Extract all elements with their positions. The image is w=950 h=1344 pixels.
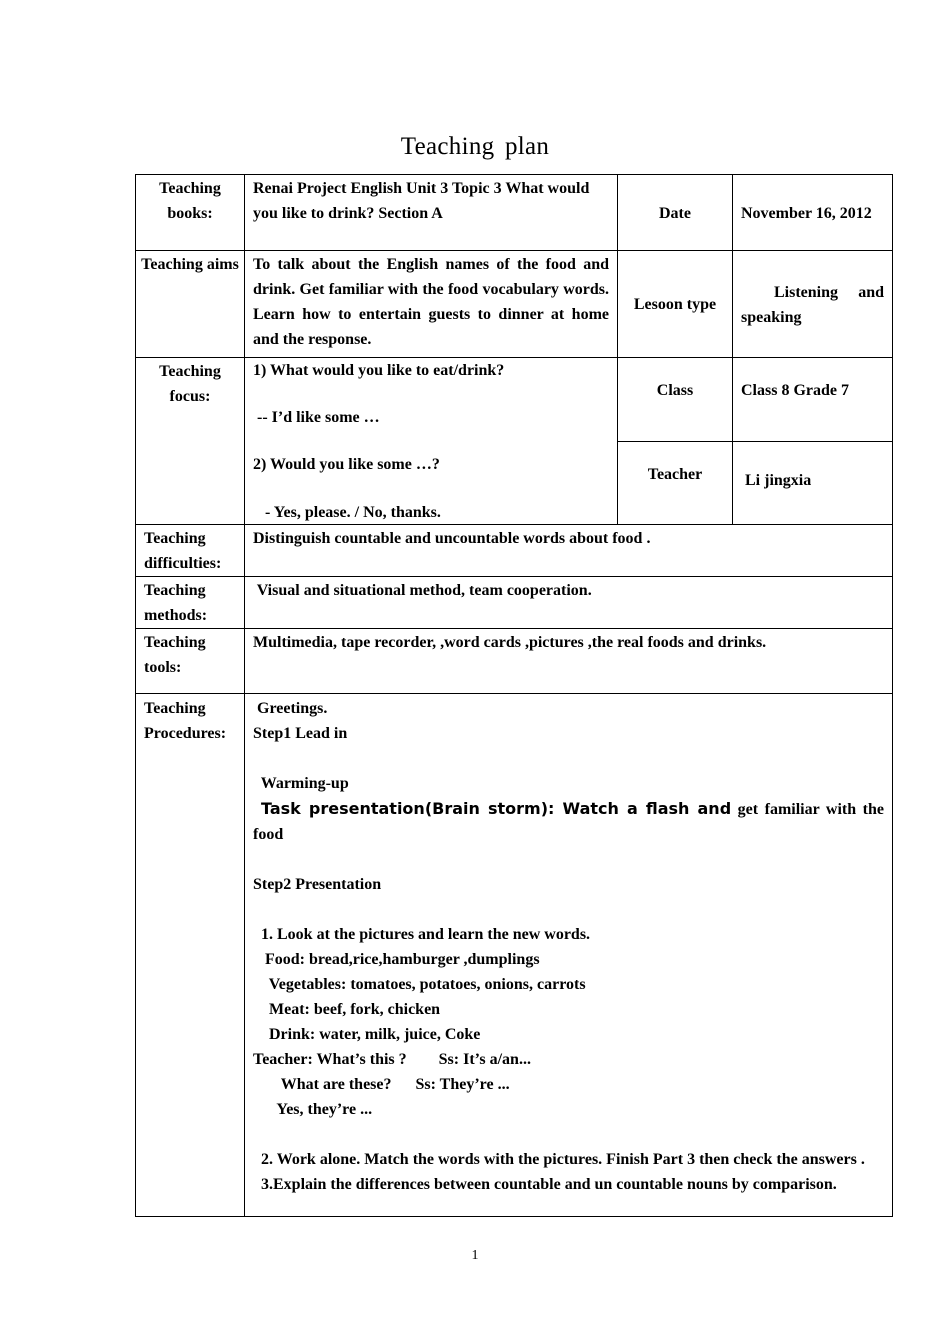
presentation-line: What are these? Ss: They’re ... (253, 1076, 510, 1094)
page-number: 1 (471, 1248, 479, 1263)
presentation-line: Meat: beef, fork, chicken (253, 1001, 441, 1019)
presentation-line: Food: bread,rice,hamburger ,dumplings (253, 951, 540, 969)
presentation-line: Vegetables: tomatoes, potatoes, onions, carrots (253, 976, 586, 994)
teaching-plan-table (135, 174, 893, 1217)
focus-line: -- I’d like some … (253, 409, 380, 427)
focus-line (253, 430, 609, 454)
presentation-line: Drink: water, milk, juice, Coke (253, 1026, 481, 1044)
lesson-type-label: Lesoon type (618, 251, 733, 358)
task-presentation-rest: get familiar with the food (253, 801, 884, 844)
focus-label: Teaching focus: (136, 358, 245, 525)
focus-line: - Yes, please. / No, thanks. (253, 503, 441, 521)
tools-label: Teaching tools: (136, 629, 245, 694)
row-methods (136, 577, 893, 629)
row-aims (136, 251, 893, 358)
teacher-label: Teacher (618, 442, 733, 525)
procedure-item-2: 2. Work alone. Match the words with the pictures. Finish Part 3 then check the answers . (261, 1151, 865, 1169)
aims-label: Teaching aims (136, 251, 245, 358)
books-label: Teaching books: (136, 175, 245, 251)
procedures-label: Teaching Procedures: (136, 694, 245, 1217)
blank-line (253, 897, 884, 922)
aims-value: To talk about the English names of the food and drink. Get familiar with the food vocabulary words. Learn how to entertain guests to dinner at home and the response. (245, 251, 618, 358)
blank-line (253, 1122, 884, 1147)
presentation-line: 1. Look at the pictures and learn the new words. (253, 926, 591, 944)
row-focus-class (136, 358, 893, 442)
presentation-line: Yes, they’re ... (253, 1101, 373, 1119)
task-presentation-sans: Task presentation(Brain storm): Watch a flash and (261, 799, 732, 819)
presentation-line: Teacher: What’s this ? Ss: It’s a/an... (253, 1051, 531, 1069)
focus-line: 1) What would you like to eat/drink? (253, 362, 505, 379)
greetings-line: Greetings. (253, 700, 328, 718)
focus-line (253, 477, 609, 501)
task-presentation (253, 796, 884, 847)
focus-value (245, 358, 618, 525)
step1-heading: Step1 Lead in (253, 725, 348, 743)
row-books (136, 175, 893, 251)
class-value: Class 8 Grade 7 (733, 358, 893, 442)
blank-line (253, 847, 884, 872)
teacher-value: Li jingxia (733, 442, 893, 525)
focus-line (253, 383, 609, 407)
row-procedures (136, 694, 893, 1217)
warming-up-line: Warming-up (253, 775, 349, 793)
procedure-item-3: 3.Explain the differences between countable and un countable nouns by comparison. (253, 1176, 837, 1194)
lesson-type-value (733, 251, 893, 358)
methods-value: Visual and situational method, team cooperation. (245, 577, 893, 629)
blank-line (253, 746, 884, 771)
date-value: November 16, 2012 (733, 175, 893, 251)
row-tools (136, 629, 893, 694)
difficulties-value: Distinguish countable and uncountable words about food . (245, 525, 893, 577)
books-value: Renai Project English Unit 3 Topic 3 What would you like to drink? Section A (245, 175, 618, 251)
methods-label: Teaching methods: (136, 577, 245, 629)
date-label: Date (618, 175, 733, 251)
row-difficulties (136, 525, 893, 577)
page-title: Teaching plan (400, 133, 550, 160)
procedures-value (245, 694, 893, 1217)
difficulties-label: Teaching difficulties: (136, 525, 245, 577)
step2-heading: Step2 Presentation (253, 876, 382, 894)
lesson-type-text: Listening and speaking (741, 283, 884, 326)
class-label: Class (618, 358, 733, 442)
tools-value: Multimedia, tape recorder, ,word cards ,pictures ,the real foods and drinks. (245, 629, 893, 694)
focus-line: 2) Would you like some …? (253, 456, 440, 474)
